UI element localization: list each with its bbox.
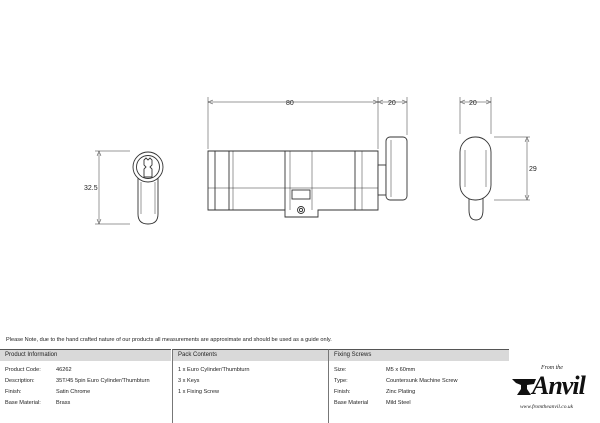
fixing-screws-header: Fixing Screws xyxy=(329,350,509,361)
screw-finish-value: Zinc Plating xyxy=(386,389,416,395)
screw-material-label: Base Material xyxy=(334,400,369,406)
logo-url: www.fromtheanvil.co.uk xyxy=(520,404,574,410)
disclaimer-note: Please Note, due to the hand crafted nature of our products all measurements are approximate and should be used as a guide only. xyxy=(6,337,332,343)
base-material-value: Brass xyxy=(56,400,71,406)
pack-item: 1 x Fixing Screw xyxy=(178,389,220,395)
base-material-label: Base Material: xyxy=(5,400,41,406)
product-code-label: Product Code: xyxy=(5,367,41,373)
dim-label-side-width: 20 xyxy=(469,100,477,107)
description-value: 35T/45 5pin Euro Cylinder/Thumbturn xyxy=(56,378,150,384)
product-information-table xyxy=(0,349,171,423)
screw-material-value: Mild Steel xyxy=(386,400,411,406)
pack-item: 3 x Keys xyxy=(178,378,200,384)
dimension-height-front xyxy=(95,151,130,224)
keyway-icon xyxy=(144,158,152,177)
end-view-knob xyxy=(460,137,491,200)
screw-type-value: Countersunk Machine Screw xyxy=(386,378,458,384)
thumbturn-spindle xyxy=(378,165,386,195)
description-label: Description: xyxy=(5,378,35,384)
dim-label-side-height: 29 xyxy=(529,166,537,173)
screw-finish-label: Finish: xyxy=(334,389,351,395)
dimension-length xyxy=(208,97,407,149)
dim-label-length-body: 80 xyxy=(286,100,294,107)
logo-anvil: Anvil xyxy=(532,371,585,400)
from-the-anvil-logo xyxy=(506,362,600,422)
product-information-header: Product Information xyxy=(0,350,171,361)
fixing-screws-table xyxy=(328,349,509,423)
end-view xyxy=(460,137,491,220)
pack-contents-header: Pack Contents xyxy=(173,350,328,361)
logo-from-the: From the xyxy=(541,365,563,371)
finish-label: Finish: xyxy=(5,389,22,395)
dim-label-height-front: 32.5 xyxy=(84,185,98,192)
product-code-value: 46262 xyxy=(56,367,72,373)
pack-contents-table xyxy=(172,349,328,423)
cylinder-body-outline xyxy=(208,151,378,217)
screw-size-value: M5 x 60mm xyxy=(386,367,416,373)
front-view xyxy=(133,152,163,224)
pack-item: 1 x Euro Cylinder/Thumbturn xyxy=(178,367,250,373)
dim-label-length-turn: 20 xyxy=(388,100,396,107)
finish-value: Satin Chrome xyxy=(56,389,91,395)
cam xyxy=(292,190,310,199)
screw-size-label: Size: xyxy=(334,367,347,373)
thumbturn-knob xyxy=(386,137,407,200)
screw-type-label: Type: xyxy=(334,378,348,384)
side-view xyxy=(208,137,407,217)
